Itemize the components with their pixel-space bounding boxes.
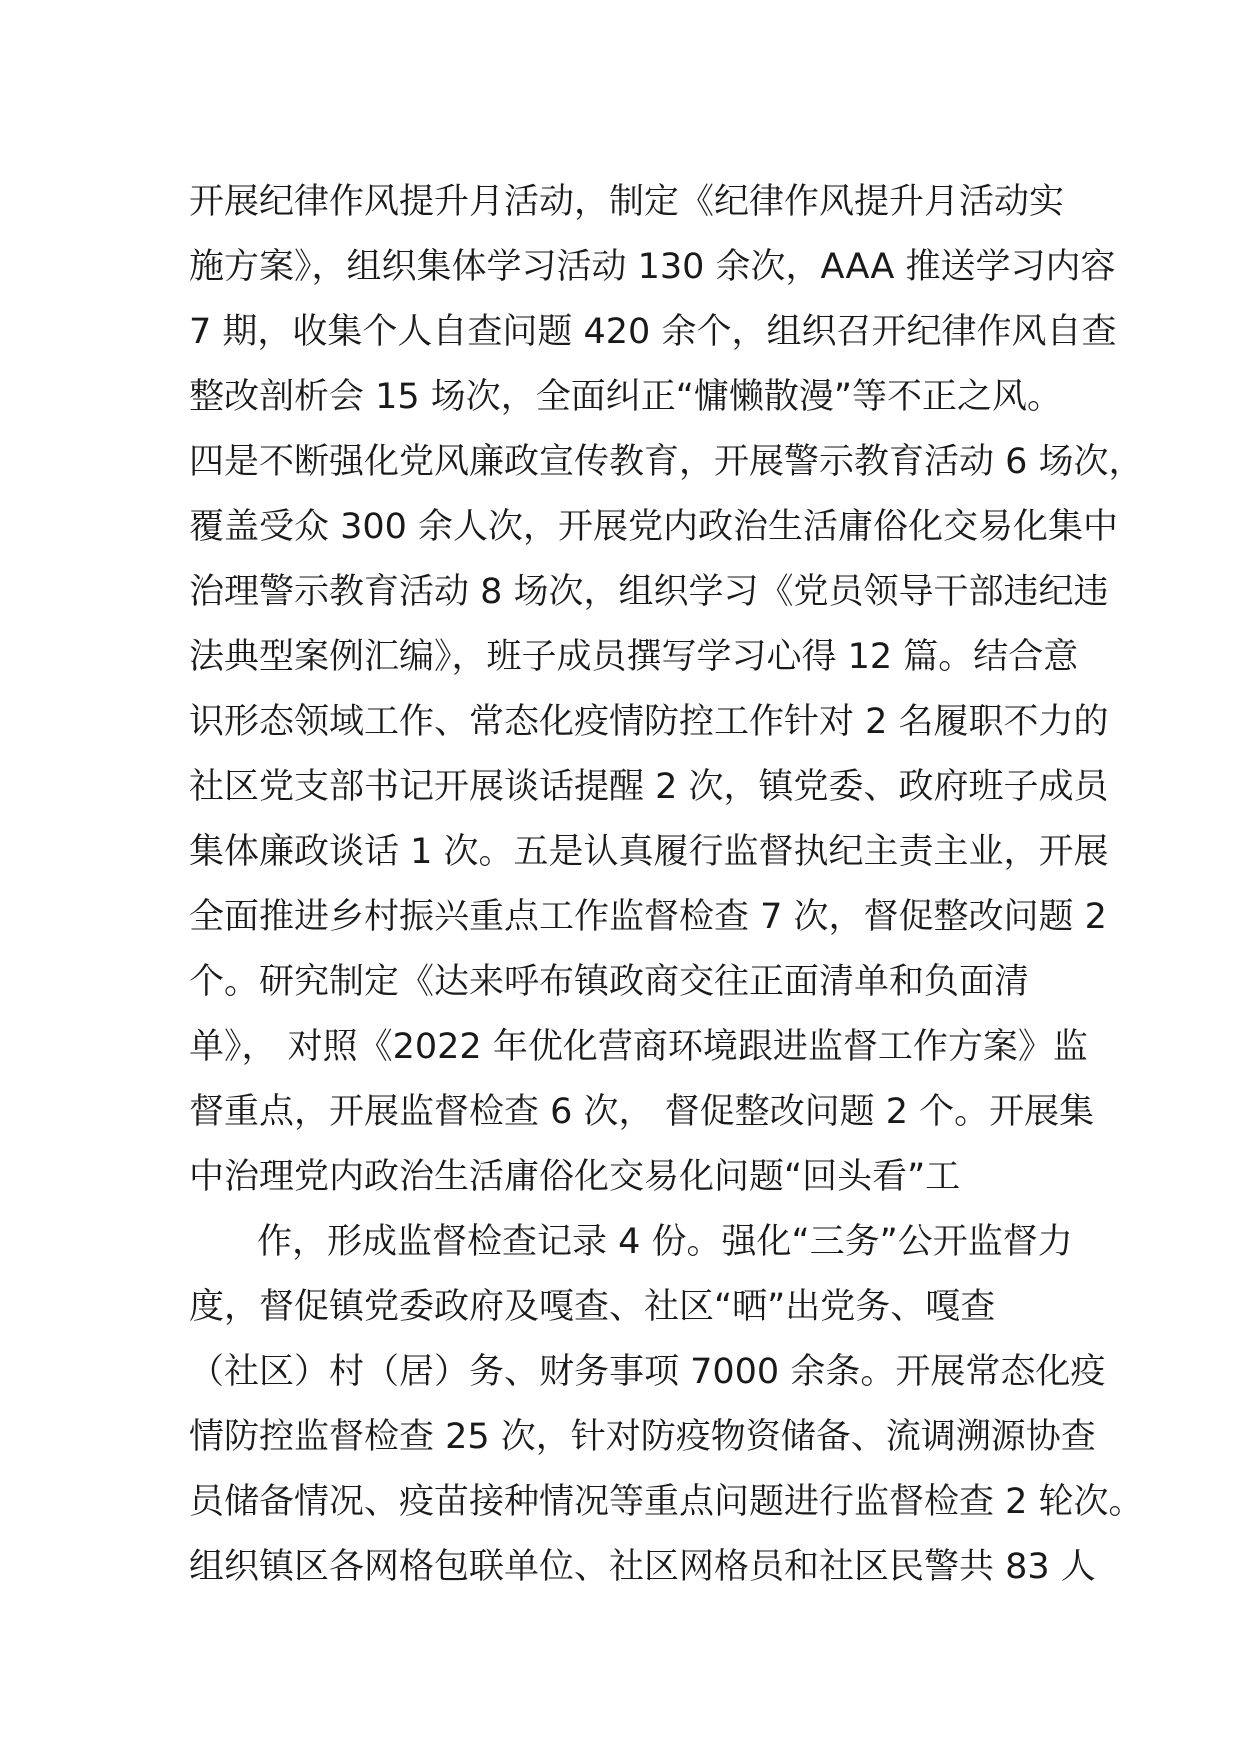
text-line: 治理警示教育活动 8 场次，组织学习《党员领导干部违纪违 <box>189 572 1109 612</box>
text-line: 督重点，开展监督检查 6 次， 督促整改问题 2 个。开展集 <box>189 1092 1095 1132</box>
text-line-indented: 作，形成监督检查记录 4 份。强化“三务”公开监督力 <box>257 1222 1073 1262</box>
text-line: （社区）村（居）务、财务事项 7000 余条。开展常态化疫 <box>189 1352 1106 1392</box>
text-line: 四是不断强化党风廉政宣传教育，开展警示教育活动 6 场次， <box>189 442 1144 482</box>
text-line: 中治理党内政治生活庸俗化交易化问题“回头看”工 <box>189 1157 961 1197</box>
text-line: 法典型案例汇编》，班子成员撰写学习心得 12 篇。结合意 <box>189 637 1079 677</box>
text-line: 整改剖析会 15 场次，全面纠正“慵懒散漫”等不正之风。 <box>189 377 1063 417</box>
text-line: 员储备情况、疫苗接种情况等重点问题进行监督检查 2 轮次。 <box>189 1482 1144 1522</box>
text-line: 组织镇区各网格包联单位、社区网格员和社区民警共 83 人 <box>189 1547 1096 1587</box>
text-line: 集体廉政谈话 1 次。五是认真履行监督执纪主责主业，开展 <box>189 832 1109 872</box>
text-line: 单》， 对照《2022 年优化营商环境跟进监督工作方案》监 <box>189 1027 1088 1067</box>
body-text <box>189 170 1144 1600</box>
text-line: 情防控监督检查 25 次，针对防疫物资储备、流调溯源协查 <box>189 1417 1096 1457</box>
text-line: 施方案》，组织集体学习活动 130 余次，AAA 推送学习内容 <box>189 247 1116 287</box>
text-line: 度，督促镇党委政府及嘎查、社区“晒”出党务、嘎查 <box>189 1287 996 1327</box>
text-line: 7 期，收集个人自查问题 420 余个，组织召开纪律作风自查 <box>189 312 1117 352</box>
text-line: 开展纪律作风提升月活动，制定《纪律作风提升月活动实 <box>189 182 1065 222</box>
text-line: 识形态领域工作、常态化疫情防控工作针对 2 名履职不力的 <box>189 702 1109 742</box>
text-line: 全面推进乡村振兴重点工作监督检查 7 次，督促整改问题 2 <box>189 897 1107 937</box>
text-line: 个。研究制定《达来呼布镇政商交往正面清单和负面清 <box>189 962 1030 1002</box>
text-line: 社区党支部书记开展谈话提醒 2 次，镇党委、政府班子成员 <box>189 767 1109 807</box>
text-line: 覆盖受众 300 余人次，开展党内政治生活庸俗化交易化集中 <box>189 507 1119 547</box>
